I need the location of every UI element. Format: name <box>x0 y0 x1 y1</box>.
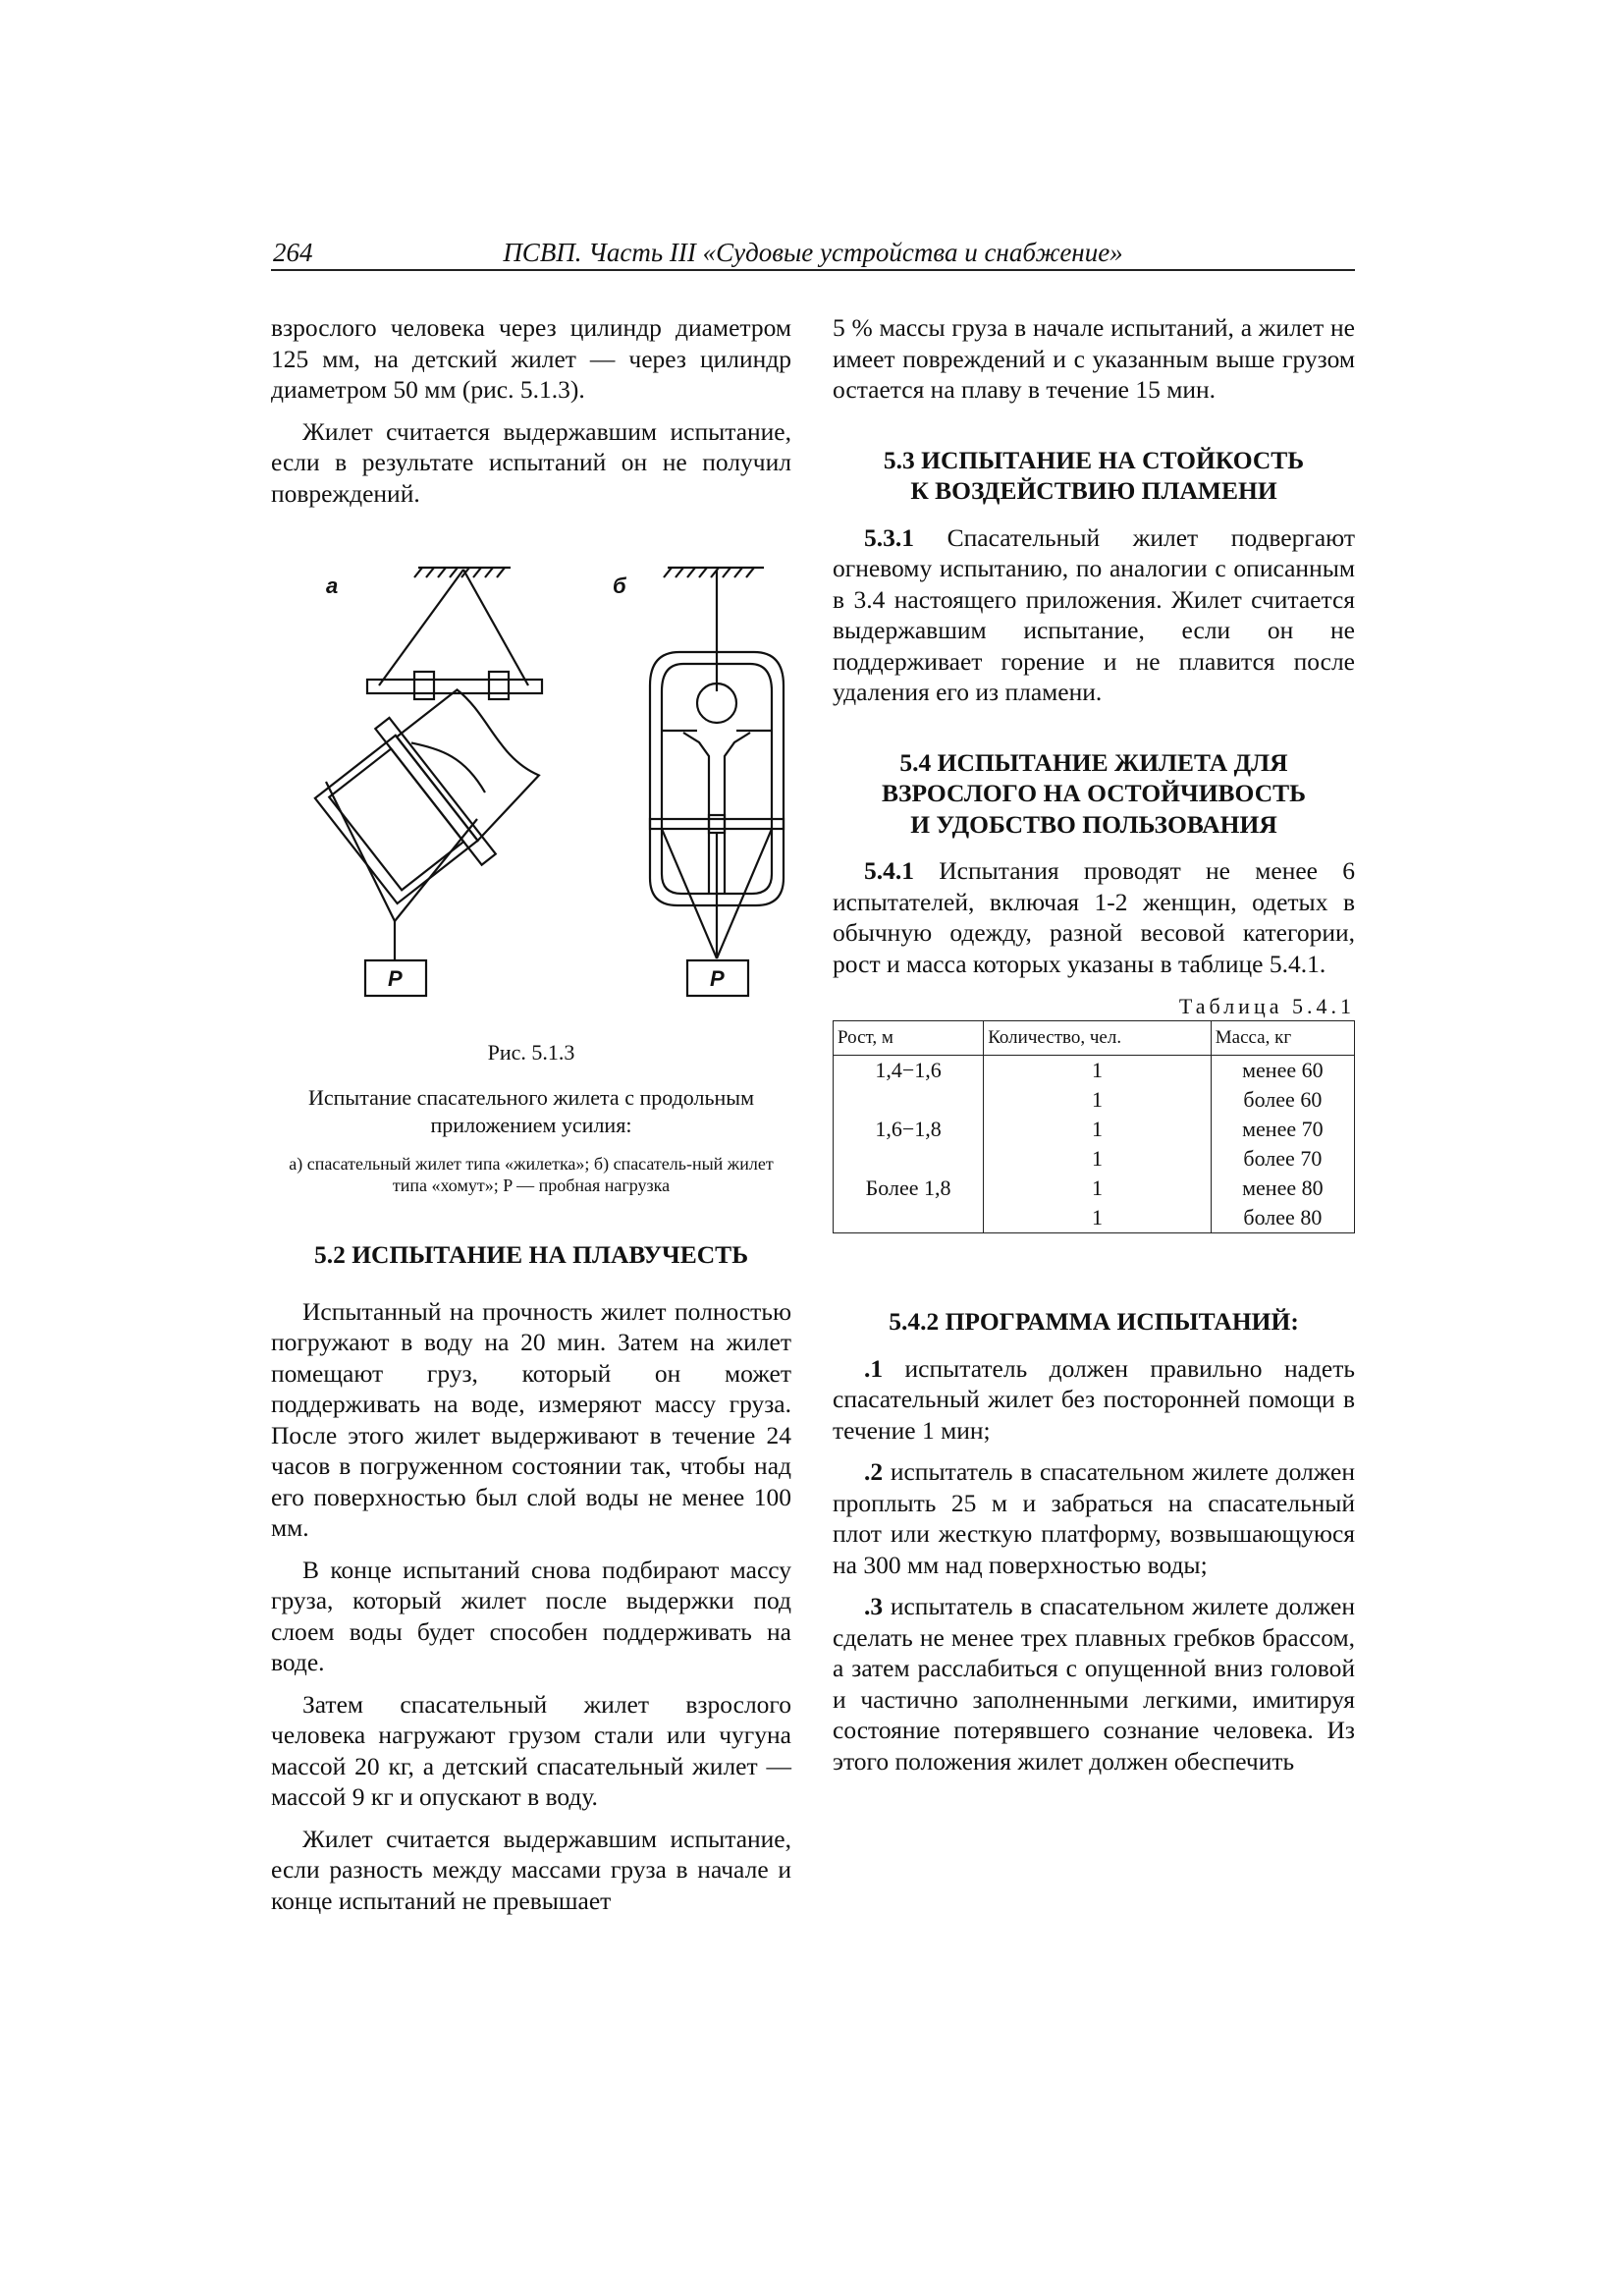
list-item: .1 испытатель должен правильно надеть спасательный жилет без посторонней помощи в течение 1 мин; <box>833 1353 1355 1445</box>
figure-label-a: а <box>326 574 339 598</box>
weight-label-b: P <box>710 966 725 991</box>
paragraph: Жилет считается выдержавшим испытание, если разность между массами груза в начале и конце испытаний не превышает <box>271 1824 791 1915</box>
weight-label-a: P <box>388 966 403 991</box>
table-row: 1 более 60 <box>834 1085 1355 1115</box>
table-header: Количество, чел. <box>984 1021 1212 1056</box>
running-title: ПСВП. Часть III «Судовые устройства и снабжение» <box>503 238 1123 267</box>
figure-5-1-3 <box>271 528 791 1039</box>
table-row: 1,4−1,6 1 менее 60 <box>834 1056 1355 1086</box>
paragraph: Испытанный на прочность жилет полностью погружают в воду на 20 мин. Затем на жилет помещают груз, который он может поддерживать на воде, измеряют массу груза. После этого жилет выдерживают в течение 24 часов в погруженном состоянии так, чтобы над его поверхностью был слой воды не менее 100 мм. <box>271 1296 791 1542</box>
paragraph-5-4-1: 5.4.1 Испытания проводят не менее 6 испытателей, включая 1-2 женщин, одетых в обычную одежду, разной весовой категории, рост и масса которых указаны в таблице 5.4.1. <box>833 856 1355 978</box>
paragraph: В конце испытаний снова подбирают массу груза, который жилет после выдержки под слоем воды будет способен поддерживать на воде. <box>271 1555 791 1676</box>
page-number: 264 <box>273 238 313 267</box>
table-header: Рост, м <box>834 1021 984 1056</box>
table-caption: Таблица 5.4.1 <box>1178 994 1355 1018</box>
paragraph-5-3-1: 5.3.1 Спасательный жилет подвергают огневому испытанию, по аналогии с описанным в 3.4 настоящего приложения. Жилет считается выдержавшим испытание, если он не поддерживает горение и не плавится после удаления его из пламени. <box>833 522 1355 706</box>
section-5-4-2-title: 5.4.2 ПРОГРАММА ИСПЫТАНИЙ: <box>889 1307 1299 1336</box>
section-5-2-title: 5.2 ИСПЫТАНИЕ НА ПЛАВУЧЕСТЬ <box>313 1240 749 1269</box>
running-header <box>271 238 1355 271</box>
left-column <box>271 312 791 1916</box>
table-row: Более 1,8 1 менее 80 <box>834 1174 1355 1203</box>
paragraph: Жилет считается выдержавшим испытание, если в результате испытаний он не получил повреждений. <box>271 416 791 508</box>
table-row: 1 более 70 <box>834 1144 1355 1174</box>
table-row: 1,6−1,8 1 менее 70 <box>834 1115 1355 1144</box>
lifejacket-test-diagram <box>271 528 791 1039</box>
figure-legend: а) спасательный жилет типа «жилетка»; б) спасатель-ный жилет типа «хомут»; P — пробная нагрузка <box>289 1154 774 1195</box>
section-5-4-title: 5.4 ИСПЫТАНИЕ ЖИЛЕТА ДЛЯ ВЗРОСЛОГО НА ОСТОЙЧИВОСТЬ И УДОБСТВО ПОЛЬЗОВАНИЯ <box>882 747 1306 839</box>
table-row: 1 более 80 <box>834 1203 1355 1233</box>
table-header: Масса, кг <box>1211 1021 1354 1056</box>
right-column <box>833 312 1355 1777</box>
list-item: .3 испытатель в спасательном жилете должен сделать не менее трех плавных гребков брассом, а затем расслабиться с опущенной вниз головой и частично заполненными легкими, имитируя состояние потерявшего сознание человека. Из этого положения жилет должен обеспечить <box>833 1592 1355 1776</box>
table-5-4-1 <box>833 1020 1355 1233</box>
figure-title: Испытание спасательного жилета с продольным приложением усилия: <box>308 1085 754 1137</box>
paragraph: 5 % массы груза в начале испытаний, а жилет не имеет повреждений и с указанным выше грузом остается на плаву в течение 15 мин. <box>833 313 1355 404</box>
list-item: .2 испытатель в спасательном жилете должен проплыть 25 м и забраться на спасательный плот или жесткую платформу, возвышающуюся на 300 мм над поверхностью воды; <box>833 1457 1355 1579</box>
paragraph: взрослого человека через цилиндр диаметром 125 мм, на детский жилет — через цилиндр диаметром 50 мм (рис. 5.1.3). <box>271 313 791 404</box>
figure-number: Рис. 5.1.3 <box>487 1040 575 1065</box>
paragraph: Затем спасательный жилет взрослого человека нагружают грузом стали или чугуна массой 20 кг, а детский спасательный жилет — массой 9 кг и опускают в воду. <box>271 1689 791 1811</box>
section-5-3-title: 5.3 ИСПЫТАНИЕ НА СТОЙКОСТЬ К ВОЗДЕЙСТВИЮ ПЛАМЕНИ <box>883 445 1305 505</box>
figure-label-b: б <box>613 574 626 598</box>
